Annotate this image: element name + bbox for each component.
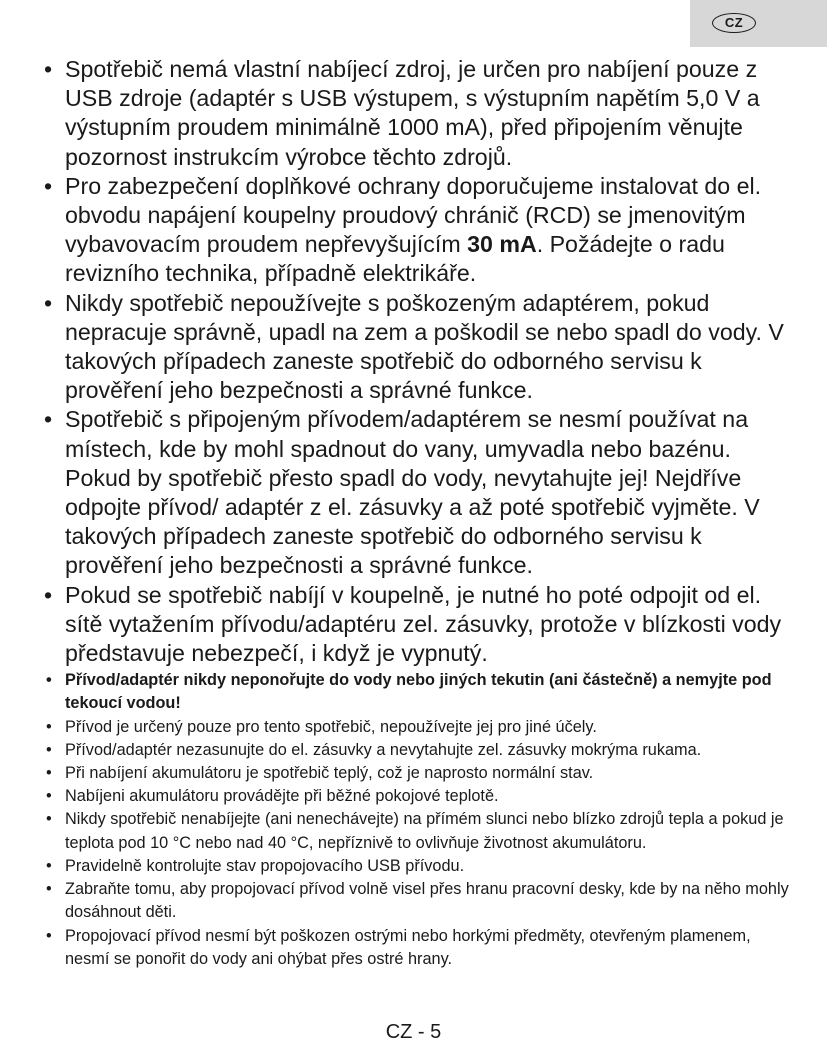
list-item-text: . Požádejte o radu revizního technika, případně elektrikáře. [65,231,725,287]
list-item: • Spotřebič nemá vlastní nabíjecí zdroj, je určen pro nabíjení pouze z USB zdroje (adaptér s USB výstupem, s výstupním napětím 5,0 V a výstupním proudem minimálně 1000 mA), před připojením věnujte pozornost instrukcím výrobce těchto zdrojů. [44,55,789,172]
language-badge: CZ [712,13,756,33]
list-item: • Přívod/adaptér nezasunujte do el. zásuvky a nevytahujte zel. zásuvky mokrýma rukama. [44,739,789,762]
list-item: • Pokud se spotřebič nabíjí v koupelně, je nutné ho poté odpojit od el. sítě vytažením přívodu/adaptéru zel. zásuvky, protože v blízkosti vody představuje nebezpečí, i když je vypnutý. [44,581,789,669]
list-item-bold: 30 mA [467,231,537,258]
list-item: • Nikdy spotřebič nenabíjejte (ani nenechávejte) na přímém slunci nebo blízko zdrojů tepla a pokud je teplota pod 10 °C nebo nad 40 °C, nepříznivě to ovlivňuje životnost akumulátoru. [44,808,789,854]
main-safety-list [44,55,789,668]
list-item: • Pravidelně kontrolujte stav propojovacího USB přívodu. [44,855,789,878]
secondary-safety-list [44,669,789,971]
list-item: • Při nabíjení akumulátoru je spotřebič teplý, což je naprosto normální stav. [44,762,789,785]
page-number: CZ - 5 [385,1021,442,1043]
list-item: • Nikdy spotřebič nepoužívejte s poškozeným adaptérem, pokud nepracuje správně, upadl na zem a poškodil se nebo spadl do vody. V takových případech zaneste spotřebič do odborného servisu k prověření jeho bezpečnosti a správné funkce. [44,289,789,406]
language-tab [690,0,827,47]
list-item [44,172,789,289]
list-item: • Nabíjeni akumulátoru provádějte při běžné pokojové teplotě. [44,785,789,808]
list-item: • Zabraňte tomu, aby propojovací přívod volně visel přes hranu pracovní desky, kde by na něho mohly dosáhnout děti. [44,878,789,924]
list-item-text: Pro zabezpečení doplňkové ochrany doporučujeme instalovat do el. obvodu napájení koupelny proudový chránič (RCD) se jmenovitým vybavovacím proudem nepřevyšujícím [65,172,762,258]
document-body [44,55,789,971]
list-item: • Spotřebič s připojeným přívodem/adaptérem se nesmí používat na místech, kde by mohl spadnout do vany, umyvadla nebo bazénu. Pokud by spotřebič přesto spadl do vody, nevytahujte jej! Nejdříve odpojte přívod/ adaptér z el. zásuvky a až poté spotřebič vyjměte. V takových případech zaneste spotřebič do odborného servisu k prověření jeho bezpečnosti a správné funkce. [44,405,789,580]
list-item: • Propojovací přívod nesmí být poškozen ostrými nebo horkými předměty, otevřeným plamenem, nesmí se ponořit do vody ani ohýbat přes ostré hrany. [44,925,789,971]
list-item: • Přívod je určený pouze pro tento spotřebič, nepoužívejte jej pro jiné účely. [44,716,789,739]
list-item: • Přívod/adaptér nikdy neponořujte do vody nebo jiných tekutin (ani částečně) a nemyjte pod tekoucí vodou! [44,669,789,715]
